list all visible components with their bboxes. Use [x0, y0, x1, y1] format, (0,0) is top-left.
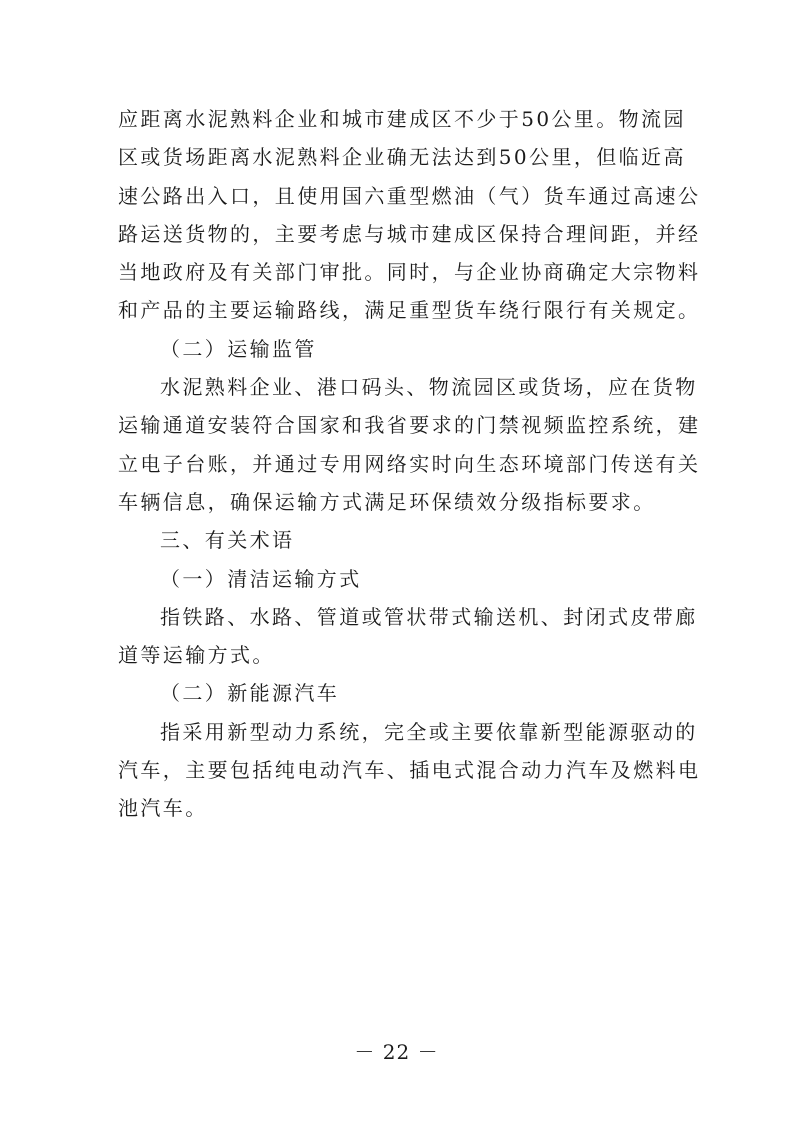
body-line: 道等运输方式。	[118, 643, 275, 668]
body-line: 当地政府及有关部门审批。同时，与企业协商确定大宗物料	[118, 260, 701, 285]
body-line: 和产品的主要运输路线，满足重型货车绕行限行有关规定。	[118, 298, 701, 323]
body-line: 应距离水泥熟料企业和城市建成区不少于50公里。物流园	[118, 107, 686, 131]
body-line: 运输通道安装符合国家和我省要求的门禁视频监控系统，建	[118, 413, 701, 438]
body-line: 区或货场距离水泥熟料企业确无法达到50公里，但临近高	[118, 145, 686, 170]
body-line: 车辆信息，确保运输方式满足环保绩效分级指标要求。	[118, 489, 656, 514]
body-line: 指采用新型动力系统，完全或主要依靠新型能源驱动的	[160, 719, 698, 744]
body-line: 水泥熟料企业、港口码头、物流园区或货场，应在货物	[160, 375, 698, 400]
section-subheading: （二）运输监管	[160, 336, 317, 361]
body-line: 立电子台账，并通过专用网络实时向生态环境部门传送有关	[118, 451, 701, 476]
body-line: 速公路出入口，且使用国六重型燃油（气）货车通过高速公	[118, 183, 701, 208]
document-body	[118, 100, 701, 828]
section-subheading: （一）清洁运输方式	[160, 566, 362, 591]
body-line: 路运送货物的，主要考虑与城市建成区保持合理间距，并经	[118, 221, 701, 246]
body-line: 池汽车。	[118, 796, 208, 821]
body-line: 指铁路、水路、管道或管状带式输送机、封闭式皮带廊	[160, 604, 698, 629]
page-number: － 22 －	[354, 1040, 439, 1064]
body-line: 汽车，主要包括纯电动汽车、插电式混合动力汽车及燃料电	[118, 758, 701, 783]
section-heading: 三、有关术语	[160, 528, 295, 553]
section-subheading: （二）新能源汽车	[160, 681, 340, 706]
